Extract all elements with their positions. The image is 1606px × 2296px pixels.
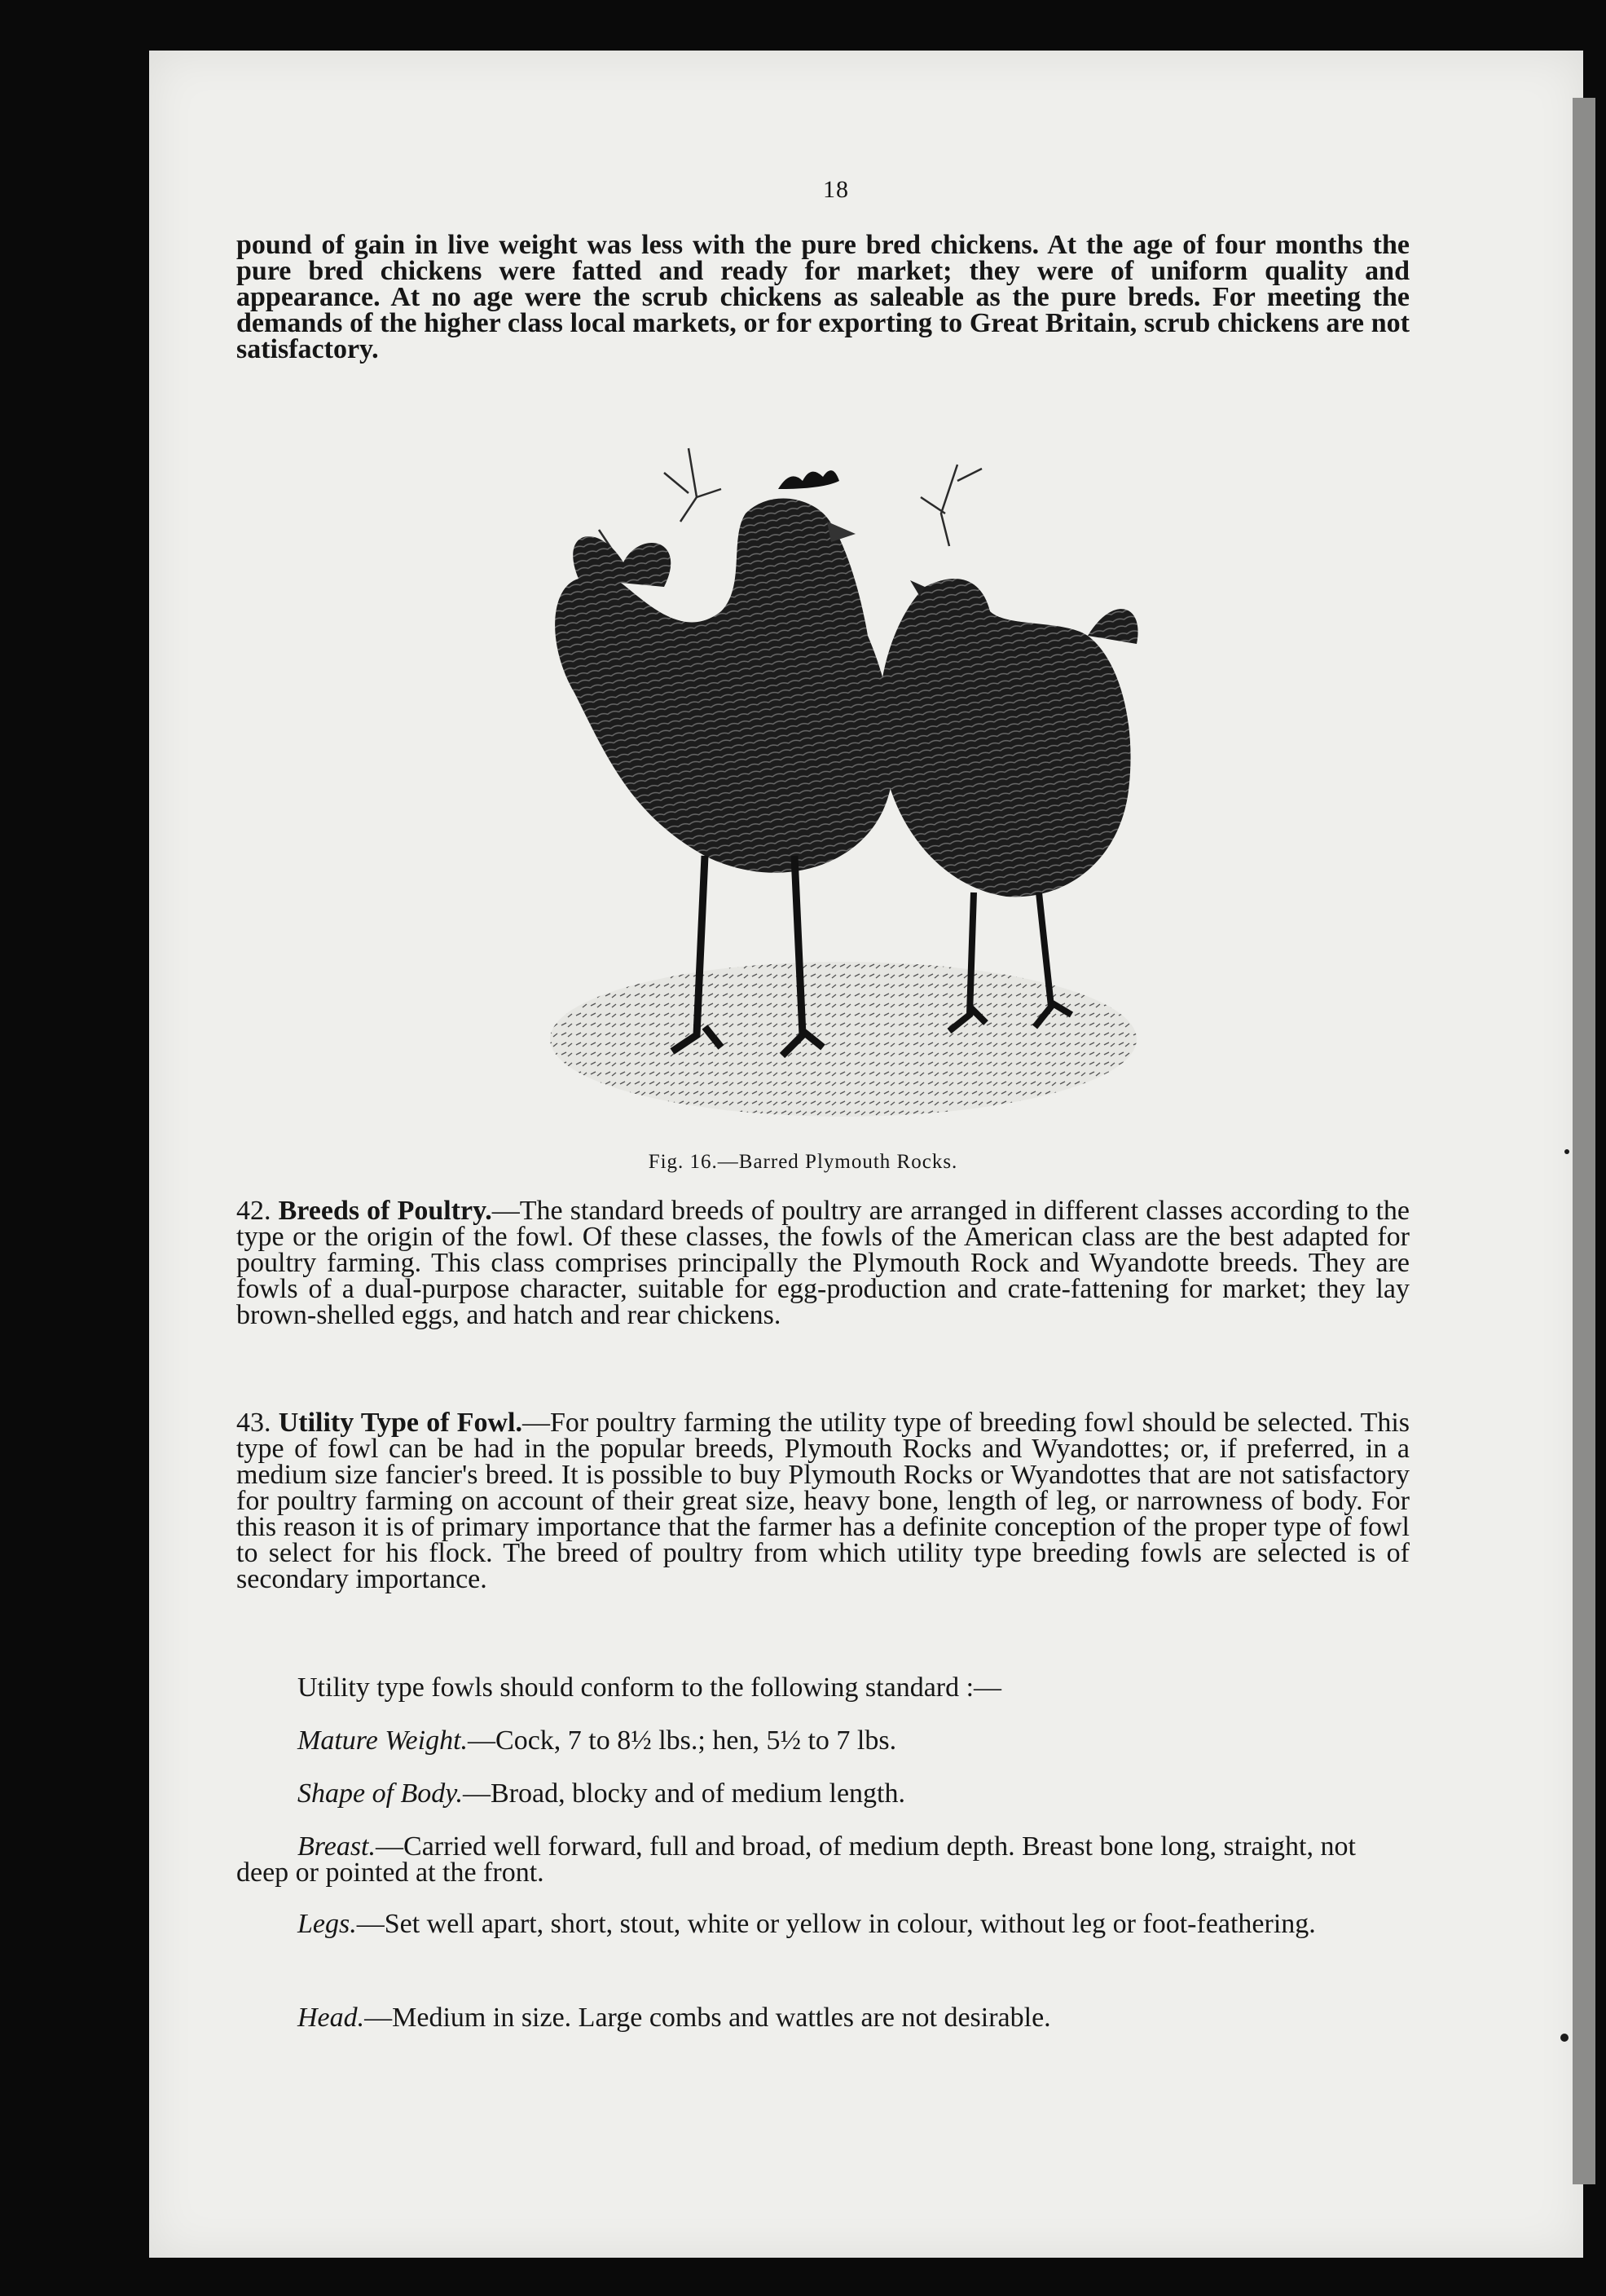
- page-number: 18: [823, 176, 849, 203]
- standard-text: —Medium in size. Large combs and wattles are not desirable.: [364, 2003, 1051, 2033]
- standard-text: —Broad, blocky and of medium length.: [463, 1778, 905, 1809]
- section-42-number: 42.: [236, 1196, 271, 1226]
- section-43-heading: Utility Type of Fowl.: [278, 1408, 522, 1438]
- standard-intro: Utility type fowls should conform to the following standard :—: [297, 1672, 1002, 1703]
- standard-item: [236, 1725, 1410, 1756]
- standard-item: [236, 1911, 1410, 1937]
- intro-paragraph: pound of gain in live weight was less with the pure bred chickens. At the age of four months the pure bred chickens were fatted and ready for market; they were of uniform quality and appearance. At no age were the scrub chickens as saleable as the pure breds. For meeting the demands of the higher class local markets, or for exporting to Great Britain, scrub chickens are not satisfactory.: [236, 230, 1410, 364]
- section-42-body: —The standard breeds of poultry are arranged in different classes according to the type or the origin of the fowl. Of these classes, the fowls of the American class are the best adapted for poultry farming. This class comprises principally the Plymouth Rock and Wyandotte breeds. They are fowls of a dual-purpose character, suitable for egg-production and crate-fattening for market; they lay brown-shelled eggs, and hatch and rear chickens.: [236, 1196, 1410, 1330]
- page-edge: [1573, 98, 1595, 2184]
- margin-mark: [1564, 1149, 1569, 1154]
- section-43: [236, 1410, 1410, 1593]
- standard-text: —Cock, 7 to 8½ lbs.; hen, 5½ to 7 lbs.: [468, 1725, 897, 1756]
- figure-caption: Fig. 16.—Barred Plymouth Rocks.: [648, 1151, 958, 1173]
- standard-label: Shape of Body.: [297, 1778, 464, 1809]
- standard-text: —Carried well forward, full and broad, of medium depth. Breast bone long, straight, not deep or pointed at the front.: [236, 1831, 1356, 1888]
- section-43-number: 43.: [236, 1408, 271, 1438]
- standard-label: Breast.: [297, 1831, 376, 1862]
- section-42: [236, 1198, 1410, 1329]
- barred-plymouth-rocks-illustration: [501, 432, 1169, 1133]
- standard-item: [236, 2005, 1410, 2031]
- standard-label: Legs.: [297, 1909, 357, 1939]
- section-43-body: —For poultry farming the utility type of breeding fowl should be selected. This type of fowl can be had in the popular breeds, Plymouth Rocks and Wyandottes; or, if preferred, in a medium size fancier's breed. It is possible to buy Plymouth Rocks or Wyandottes that are not satisfactory for poultry farming on account of their great size, heavy bone, length of leg, or narrowness of body. For this reason it is of primary importance that the farmer has a definite conception of the proper type of fowl to select for his flock. The breed of poultry from which utility type breeding fowls are selected is of secondary importance.: [236, 1408, 1410, 1594]
- standard-text: —Set well apart, short, stout, white or yellow in colour, without leg or foot-feathering.: [356, 1909, 1316, 1939]
- standard-label: Head.: [297, 2003, 365, 2033]
- section-42-heading: Breeds of Poultry.: [278, 1196, 492, 1226]
- standard-item: [236, 1831, 1410, 1888]
- standard-item: [236, 1778, 1410, 1809]
- hen-figure: [879, 579, 1138, 1031]
- standard-label: Mature Weight.: [297, 1725, 469, 1756]
- margin-mark: [1560, 2034, 1569, 2042]
